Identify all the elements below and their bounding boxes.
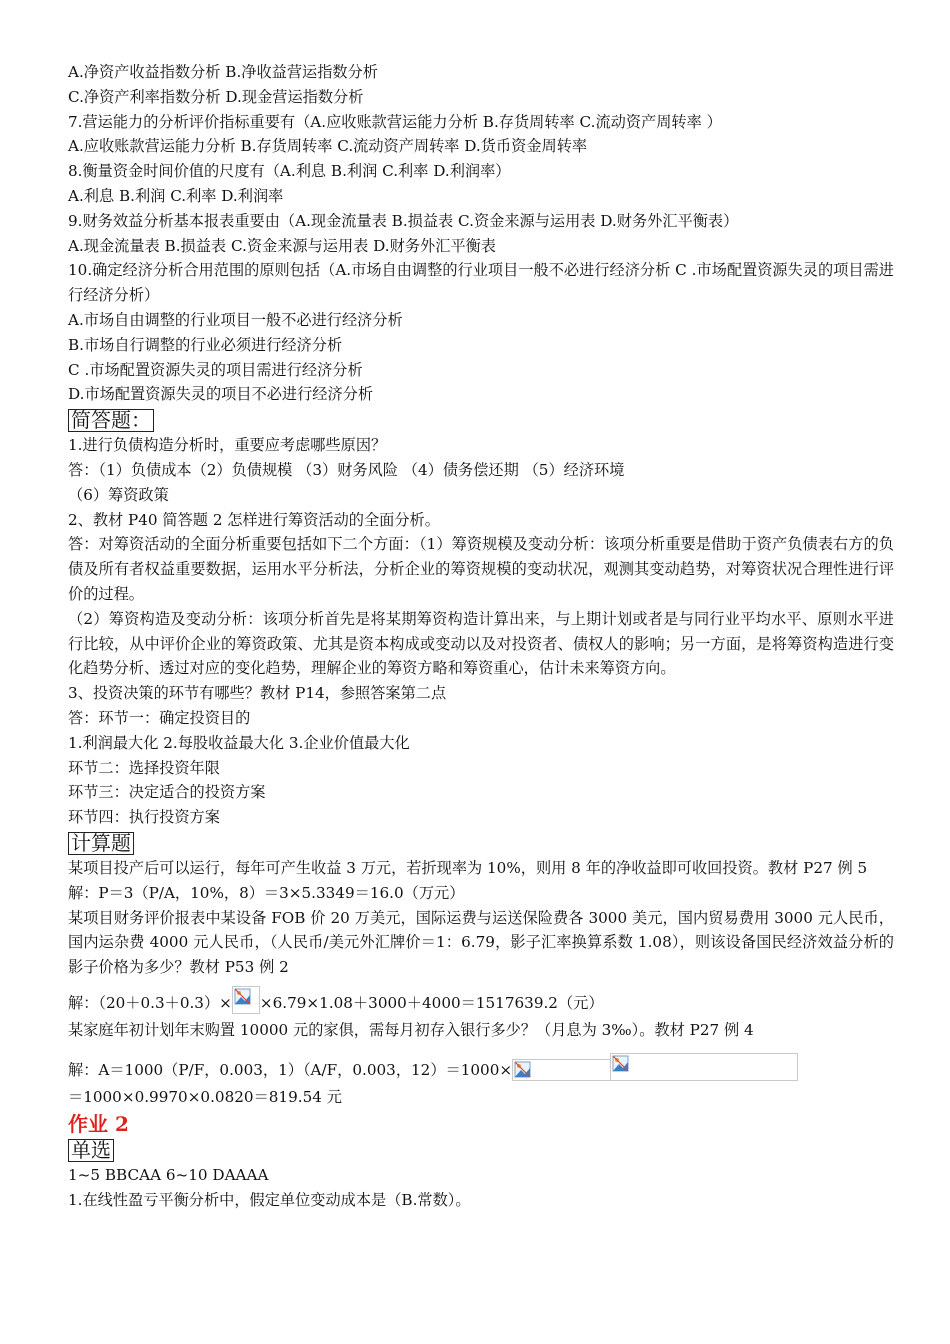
question-line: 1.在线性盈亏平衡分析中，假定单位变动成本是（B.常数）。 — [68, 1191, 471, 1210]
question-line: 8.衡量资金时间价值的尺度有（A.利息 B.利润 C.利率 D.利润率） — [68, 162, 511, 181]
assignment-title: 作业 2 — [68, 1112, 129, 1137]
problem-text: 某项目投产后可以运行，每年可产生收益 3 万元，若折现率为 10%，则用 8 年的净收益即可收回投资。教材 P27 例 5 — [68, 858, 868, 877]
solution-text: ×6.79×1.08＋3000＋4000＝1517639.2（元） — [259, 993, 604, 1012]
answer-line: 1.利润最大化 2.每股收益最大化 3.企业价值最大化 — [68, 733, 410, 752]
answer-paragraph: （2）筹资构造及变动分析：该项分析首先是将某期筹资构造计算出来，与上期计划或者是与同行业平均水平、原则水平进行比较，从中评价企业的筹资政策、尤其是资本构成或变动以及对投资者、债权人的影响；另一方面，是将筹资构造进行变化趋势分析、透过对应的变化趋势，理解企业的筹资方略和筹资重心，估计未来筹资方向。 — [68, 609, 894, 678]
option-line: C.净资产利率指数分析 D.现金营运指数分析 — [68, 87, 364, 106]
option-line: A.净资产收益指数分析 B.净收益营运指数分析 — [68, 63, 378, 81]
solution-text: 解：A＝1000（P/F，0.003，1）（A/F，0.003，12）＝1000× — [68, 1060, 513, 1079]
answer-line: 环节四：执行投资方案 — [68, 808, 220, 827]
answer-paragraph: 答：对筹资活动的全面分析重要包括如下二个方面：（1）筹资规模及变动分析：该项分析重要是借助于资产负债表右方的负债及所有者权益重要数据，运用水平分析法，分析企业的筹资规模的变动状况，观测其变动趋势，对筹资状况合理性进行评价的过程。 — [68, 535, 894, 603]
question-line: 2、教材 P40 简答题 2 怎样进行筹资活动的全面分析。 — [68, 510, 440, 529]
question-line: 3、投资决策的环节有哪些？教材 P14，参照答案第二点 — [68, 684, 447, 703]
problem-text: 某项目财务评价报表中某设备 FOB 价 20 万美元，国际运费与运送保险费各 3000 美元，国内贸易费用 3000 元人民币，国内运杂费 4000 元人民币，（人民币/美元外汇牌价＝1：6.79，影子汇率换算系数 1.08），则该设备国民经济效益分析的影子价格为多少？教材 P53 例 2 — [68, 908, 894, 977]
answer-line: 环节三：决定适合的投资方案 — [68, 783, 266, 802]
answer-line: 答：（1）负债成本（2）负债规模 （3）财务风险 （4）债务偿还期 （5）经济环境 — [68, 460, 625, 479]
answer-line: 环节二：选择投资年限 — [68, 758, 220, 777]
question-line: 1.进行负债构造分析时，重要应考虑哪些原因？ — [68, 436, 387, 455]
section-heading-single-choice: 单选 — [68, 1139, 114, 1162]
solution-line — [68, 980, 894, 1014]
broken-image-icon — [232, 986, 260, 1014]
solution-line: 解：P＝3（P/A，10%，8）＝3×5.3349＝16.0（万元） — [68, 883, 465, 902]
answer-line: 答：环节一：确定投资目的 — [68, 708, 251, 727]
option-line: A.市场自由调整的行业项目一般不必进行经济分析 — [68, 310, 403, 329]
answer-line: （6）筹资政策 — [68, 485, 169, 504]
solution-line: ＝1000×0.9970×0.0820＝819.54 元 — [68, 1087, 342, 1106]
broken-image-icon — [610, 1053, 798, 1081]
question-line: 7.营运能力的分析评价指标重要有（A.应收账款营运能力分析 B.存货周转率 C.流动资产周转率 ） — [68, 112, 722, 131]
problem-text: 某家庭年初计划年末购置 10000 元的家俱，需每月初存入银行多少？（月息为 3‰）。教材 P27 例 4 — [68, 1020, 754, 1039]
option-line: B.市场自行调整的行业必须进行经济分析 — [68, 335, 343, 354]
option-line: C .市场配置资源失灵的项目需进行经济分析 — [68, 360, 363, 379]
solution-line — [68, 1043, 894, 1081]
question-line: 10.确定经济分析合用范围的原则包括（A.市场自由调整的行业项目一般不必进行经济分析 C .市场配置资源失灵的项目需进行经济分析） — [68, 261, 894, 305]
option-line: A.应收账款营运能力分析 B.存货周转率 C.流动资产周转率 D.货币资金周转率 — [68, 137, 588, 156]
option-line: A.利息 B.利润 C.利率 D.利润率 — [68, 186, 284, 205]
answer-key: 1~5 BBCAA 6~10 DAAAA — [68, 1166, 269, 1185]
solution-text: 解：（20＋0.3＋0.3）× — [68, 993, 232, 1012]
section-heading-calculation: 计算题 — [68, 832, 134, 855]
section-heading-short-answer: 简答题： — [68, 409, 154, 432]
document-page — [68, 60, 894, 1213]
option-line: D.市场配置资源失灵的项目不必进行经济分析 — [68, 385, 374, 404]
broken-image-icon — [512, 1059, 610, 1081]
question-line: 9.财务效益分析基本报表重要由（A.现金流量表 B.损益表 C.资金来源与运用表 D.财务外汇平衡表） — [68, 211, 739, 230]
option-line: A.现金流量表 B.损益表 C.资金来源与运用表 D.财务外汇平衡表 — [68, 236, 496, 255]
